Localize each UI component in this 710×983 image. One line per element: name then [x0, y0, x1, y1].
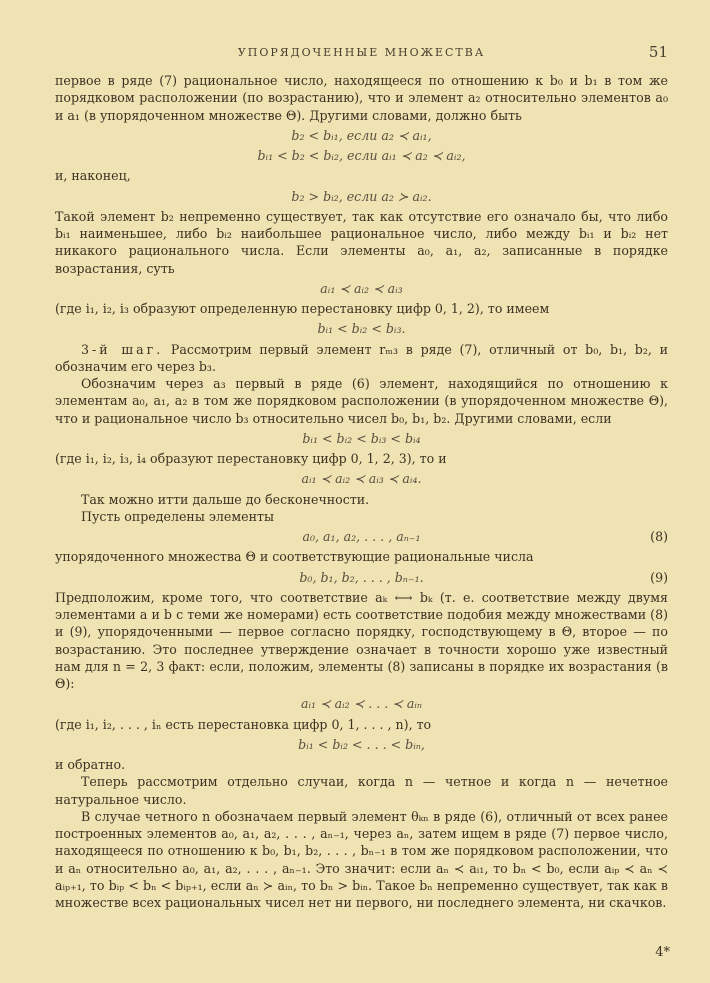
running-header: [55, 43, 668, 68]
running-title: УПОРЯДОЧЕННЫЕ МНОЖЕСТВА: [237, 46, 486, 59]
formula: aᵢ₁ ≺ aᵢ₂ ≺ . . . ≺ aᵢₙ: [300, 696, 423, 712]
book-page: [55, 43, 669, 911]
paragraph: Теперь рассмотрим отдельно случаи, когда n — четное и когда n — нечетное натуральное число.: [55, 774, 668, 807]
paragraph: В случае четного n обозначаем первый элемент θₖₙ в ряде (6), отличный от всех ранее построенных элементов a₀, a₁, a₂, . . . , aₙ₋₁, через aₙ, затем ищем в ряде (7) первое число, находящееся по отношению к b₀, b₁, b₂, . . . , bₙ₋₁ в том же порядковом расположении, что и aₙ относительно a₀, a₁, a₂, . . . , aₙ₋₁. Это значит: если aₙ ≺ aᵢ₁, то bₙ < b₀, если aᵢₚ ≺ aₙ ≺ aᵢₚ₊₁, то bᵢₚ < bₙ < bᵢₚ₊₁, если aₙ ≻ aᵢₙ, то bₙ > bᵢₙ. Такое bₙ непременно существует, так как в множестве всех рациональных чисел нет ни первого, ни последнего элемента, ни скачков.: [55, 808, 668, 910]
equation-number: (8): [650, 529, 668, 544]
formula: bᵢ₁ < bᵢ₂ < bᵢ₃.: [317, 321, 406, 337]
formula: bᵢ₁ < b₂ < bᵢ₂, если aᵢ₁ ≺ a₂ ≺ aᵢ₂,: [257, 148, 466, 163]
paragraph: первое в ряде (7) рациональное число, находящееся по отношению к b₀ и b₁ в том же порядковом расположении (по возрастанию), что и элемент a₂ относительно элементов a₀ и a₁ (в упорядоченном множестве Θ). Другими словами, должно быть: [55, 73, 668, 123]
paragraph: упорядоченного множества Θ и соответствующие рациональные числа: [55, 549, 534, 565]
paragraph: (где i₁, i₂, i₃, i₄ образуют перестановку цифр 0, 1, 2, 3), то и: [55, 451, 447, 466]
formula: aᵢ₁ ≺ aᵢ₂ ≺ aᵢ₃ ≺ aᵢ₄.: [301, 471, 422, 487]
page-number: 51: [648, 43, 668, 61]
equation-number: (9): [650, 569, 668, 585]
formula: bᵢ₁ < bᵢ₂ < bᵢ₃ < bᵢ₄: [302, 430, 421, 446]
formula-8: [55, 528, 668, 545]
paragraph: и обратно.: [55, 757, 126, 772]
signature-mark: 4*: [655, 945, 670, 960]
formula-text: b₀, b₁, b₂, . . . , bₙ₋₁.: [299, 569, 424, 585]
paragraph-text: Рассмотрим первый элемент rₘ₃ в ряде (7), отличный от b₀, b₁, b₂, и обозначим его через b₃.: [55, 341, 669, 374]
formula: b₂ > bᵢ₂, если a₂ ≻ aᵢ₂.: [291, 188, 432, 204]
paragraph: Пусть определены элементы: [81, 508, 274, 524]
paragraph: (где i₁, i₂, i₃ образуют определенную перестановку цифр 0, 1, 2), то имеем: [55, 301, 550, 316]
formula: b₂ < bᵢ₁, если a₂ ≺ aᵢ₁,: [291, 127, 432, 143]
formula-text: a₀, a₁, a₂, . . . , aₙ₋₁: [302, 529, 421, 544]
page-body: [55, 72, 668, 911]
paragraph: и, наконец,: [55, 168, 131, 184]
paragraph-step-3: [55, 341, 668, 376]
formula-9: [55, 569, 668, 586]
paragraph: Такой элемент b₂ непременно существует, так как отсутствие его означало бы, что либо bᵢ₁ наименьшее, либо bᵢ₂ наибольшее рациональное число, либо между bᵢ₁ и bᵢ₂ нет никакого рационального числа. Если элементы a₀, a₁, a₂, записанные в порядке возрастания, суть: [55, 208, 668, 276]
step-label: 3-й шаг.: [81, 341, 164, 357]
paragraph: (где i₁, i₂, . . . , iₙ есть перестановка цифр 0, 1, . . . , n), то: [55, 716, 432, 732]
formula: aᵢ₁ ≺ aᵢ₂ ≺ aᵢ₃: [320, 280, 403, 296]
formula: bᵢ₁ < bᵢ₂ < . . . < bᵢₙ,: [298, 736, 425, 752]
paragraph: Предположим, кроме того, что соответствие aₖ ⟷ bₖ (т. е. соответствие между двумя элементами a и b с теми же номерами) есть соответствие подобия между множествами (8) и (9), упорядоченными — первое согласно порядку, господствующему в Θ, второе — по возрастанию. Это последнее утверждение означает в точности хорошо уже известный нам для n = 2, 3 факт: если, положим, элементы (8) записаны в порядке их возрастания (в Θ):: [55, 589, 668, 691]
paragraph: Обозначим через a₃ первый в ряде (6) элемент, находящийся по отношению к элементам a₀, a₁, a₂ в том же порядковом расположении (в упорядоченном множестве Θ), что и рациональное число b₃ относительно чисел b₀, b₁, b₂. Другими словами, если: [55, 376, 668, 426]
paragraph: Так можно итти дальше до бесконечности.: [81, 491, 370, 507]
